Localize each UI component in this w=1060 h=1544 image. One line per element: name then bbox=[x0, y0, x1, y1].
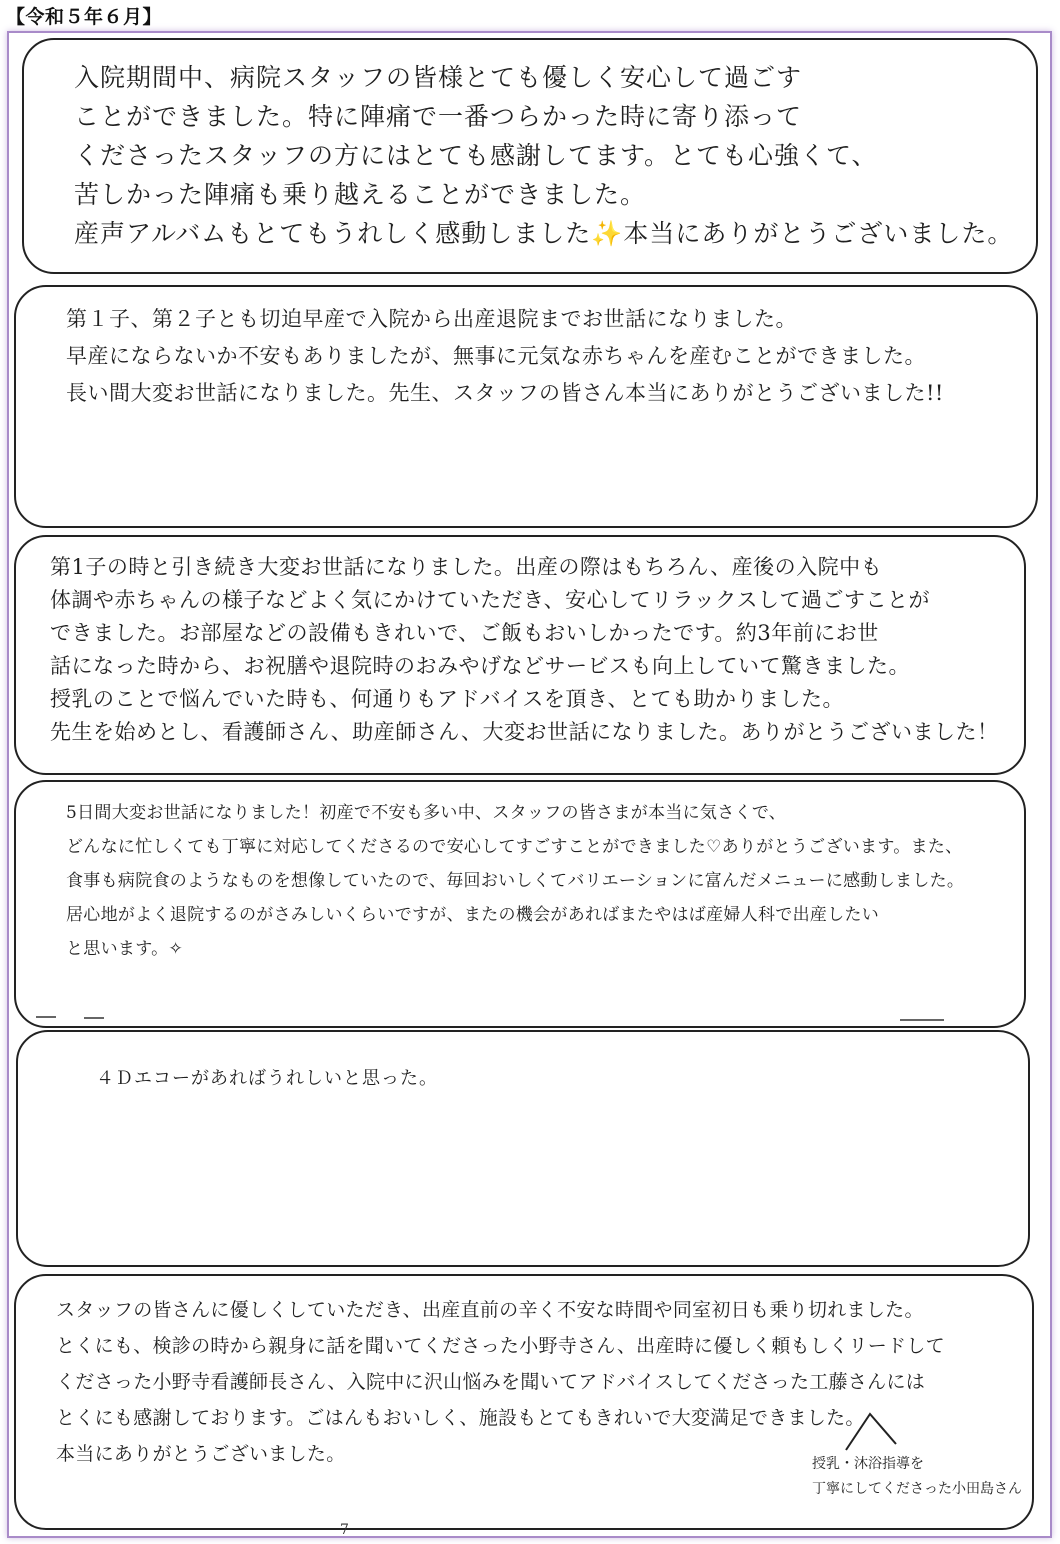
comment-text-5: ４Ｄエコーがあればうれしいと思った。 bbox=[96, 1068, 438, 1089]
comment-card-4 bbox=[14, 780, 1026, 1028]
comment-card-1 bbox=[22, 38, 1038, 274]
page-number: 7 bbox=[340, 1522, 349, 1538]
margin-note: 授乳・沐浴指導を 丁寧にしてくださった小田島さん bbox=[812, 1456, 1022, 1497]
stray-mark bbox=[36, 1016, 56, 1018]
comment-card-3 bbox=[14, 535, 1026, 775]
comment-text-3: 第1子の時と引き続き大変お世話になりました。出産の際はもちろん、産後の入院中も 体調や赤ちゃんの様子などよく気にかけていただき、安心してリラックスして過ごすことが できました。お部屋などの設備もきれいで、ご飯もおいしかったです。約3年前にお世 話になった時から、お祝膳や退院時のおみやげなどサービスも向上していて驚きました。 授乳のことで悩んでいた時も、何通りもアドバイスを頂き、とても助かりました。 先生を始めとし、看護師さん、助産師さん、大変お世話になりました。ありがとうございました！ bbox=[50, 555, 999, 744]
stray-mark bbox=[84, 1017, 104, 1019]
stray-mark bbox=[900, 1019, 944, 1021]
insertion-caret-icon bbox=[844, 1410, 904, 1456]
comment-text-4: 5日間大変お世話になりました！初産で不安も多い中、スタッフの皆さまが本当に気さくで、 どんなに忙しくても丁寧に対応してくださるので安心してすごすことができました♡ありがとうございます。また、 食事も病院食のようなものを想像していたので、毎回おいしくてバリエーションに富んだメニューに感動しました。 居心地がよく退院するのがさみしいくらいですが、またの機会があればまたやはば産婦人科で出産したい と思います。✧ bbox=[66, 803, 965, 959]
comment-card-2 bbox=[14, 285, 1038, 528]
comment-card-5 bbox=[16, 1030, 1030, 1267]
comment-text-1: 入院期間中、病院スタッフの皆様とても優しく安心して過ごす ことができました。特に陣痛で一番つらかった時に寄り添って くださったスタッフの方にはとても感謝してます。とても心強くて、 苦しかった陣痛も乗り越えることができました。 産声アルバムもとてもうれしく感動しました✨本当にありがとうございました。 bbox=[74, 63, 1014, 248]
comment-text-2: 第１子、第２子とも切迫早産で入院から出産退院までお世話になりました。 早産にならないか不安もありましたが、無事に元気な赤ちゃんを産むことができました。 長い間大変お世話になりました。先生、スタッフの皆さん本当にありがとうございました!! bbox=[66, 307, 944, 405]
comment-text-6: スタッフの皆さんに優しくしていただき、出産直前の辛く不安な時間や同室初日も乗り切れました。 とくにも、検診の時から親身に話を聞いてくださった小野寺さん、出産時に優しく頼もしくリードして くださった小野寺看護師長さん、入院中に沢山悩みを聞いてアドバイスしてくださった工藤さんには とくにも感謝しております。ごはんもおいしく、施設もとてもきれいで大変満足できました。 本当にありがとうございました。 bbox=[56, 1299, 945, 1465]
page-heading: 【令和５年６月】 bbox=[6, 6, 163, 28]
